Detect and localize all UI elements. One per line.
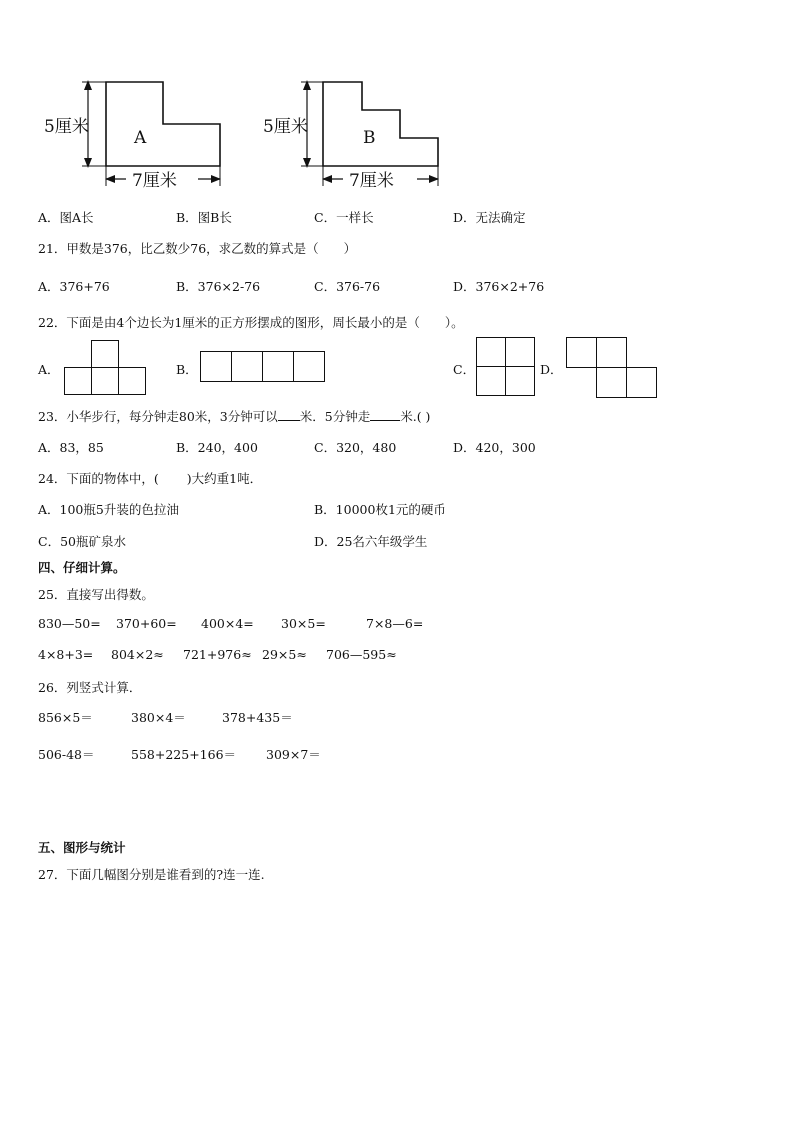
q25-row2-item4: 29×5≈ <box>262 647 307 662</box>
q25-row1-item3: 400×4= <box>201 616 254 631</box>
q21-option-c: C．376-76 <box>314 279 381 294</box>
q23-option-a: A．83，85 <box>38 440 104 455</box>
q25-row2-item3: 721+976≈ <box>183 647 252 662</box>
figure-b-width-label: 7厘米 <box>349 171 394 191</box>
q22-stem: 22．下面是由4个边长为1厘米的正方形摆成的图形，周长最小的是（ ）。 <box>38 315 464 330</box>
q22-shape-d <box>566 337 658 399</box>
q22-option-b-label: B． <box>176 362 198 377</box>
figure-a-shape-label: A <box>134 128 147 148</box>
q26-row1-item2: 380×4＝ <box>131 710 186 725</box>
q25-row2-item2: 804×2≈ <box>111 647 164 662</box>
q26-row1-item1: 856×5＝ <box>38 710 93 725</box>
figure-b-shape-label: B <box>363 128 376 148</box>
section-5-title: 五、图形与统计 <box>38 840 126 855</box>
q23-blank-1 <box>278 408 300 421</box>
figure-a-width-label: 7厘米 <box>132 171 177 191</box>
q20-option-a: A．图A长 <box>38 210 94 225</box>
q22-shape-a <box>64 340 146 396</box>
q25-row1-item4: 30×5= <box>281 616 326 631</box>
q25-stem: 25．直接写出得数。 <box>38 587 154 602</box>
q23-stem-part1: 23．小华步行，每分钟走80米，3分钟可以 <box>38 409 278 424</box>
q23-stem-part2: 米．5分钟走 <box>299 409 371 424</box>
q24-option-d: D．25名六年级学生 <box>314 534 428 549</box>
q24-stem-part1: 24．下面的物体中，( <box>38 471 159 486</box>
q25-row1-item5: 7×8—6= <box>366 616 424 631</box>
q22-shape-c <box>476 337 536 397</box>
figure-b <box>257 74 457 192</box>
figure-a-height-label: 5厘米 <box>44 117 89 137</box>
q20-option-c: C．一样长 <box>314 210 374 225</box>
q23-stem-part3: 米.( ) <box>400 409 431 424</box>
q24-stem-part2: )大约重1吨． <box>186 471 263 486</box>
q25-row2-item1: 4×8+3= <box>38 647 94 662</box>
q23-option-b: B．240，400 <box>176 440 258 455</box>
q26-row2-item3: 309×7＝ <box>266 747 321 762</box>
q22-option-d-label: D． <box>540 362 563 377</box>
figure-b-height-label: 5厘米 <box>263 117 308 137</box>
q26-stem: 26．列竖式计算． <box>38 680 142 695</box>
q22-shape-b <box>200 351 326 383</box>
q21-stem: 21．甲数是376，比乙数少76，求乙数的算式是（ ） <box>38 241 357 256</box>
q24-option-a: A．100瓶5升装的色拉油 <box>38 502 179 517</box>
q22-option-a-label: A． <box>38 362 60 377</box>
q23-stem <box>38 407 430 425</box>
q26-row2-item2: 558+225+166＝ <box>131 747 237 762</box>
q24-option-c: C．50瓶矿泉水 <box>38 534 126 549</box>
q24-stem <box>38 469 262 487</box>
q23-option-c: C．320，480 <box>314 440 397 455</box>
q23-option-d: D．420，300 <box>453 440 536 455</box>
q22-option-c-label: C． <box>453 362 476 377</box>
q20-option-b: B．图B长 <box>176 210 232 225</box>
q26-row2-item1: 506-48＝ <box>38 747 95 762</box>
q23-blank-2 <box>370 408 400 421</box>
q26-row1-item3: 378+435＝ <box>222 710 293 725</box>
q20-option-d: D．无法确定 <box>453 210 526 225</box>
q21-option-a: A．376+76 <box>38 279 110 294</box>
q27-stem: 27．下面几幅图分别是谁看到的?连一连. <box>38 867 265 882</box>
q25-row1-item2: 370+60= <box>116 616 177 631</box>
q21-option-b: B．376×2-76 <box>176 279 261 294</box>
section-4-title: 四、仔细计算。 <box>38 560 126 575</box>
q21-option-d: D．376×2+76 <box>453 279 545 294</box>
q24-option-b: B．10000枚1元的硬币 <box>314 502 446 517</box>
figure-a <box>38 74 238 192</box>
q25-row2-item5: 706—595≈ <box>326 647 397 662</box>
q25-row1-item1: 830—50= <box>38 616 101 631</box>
